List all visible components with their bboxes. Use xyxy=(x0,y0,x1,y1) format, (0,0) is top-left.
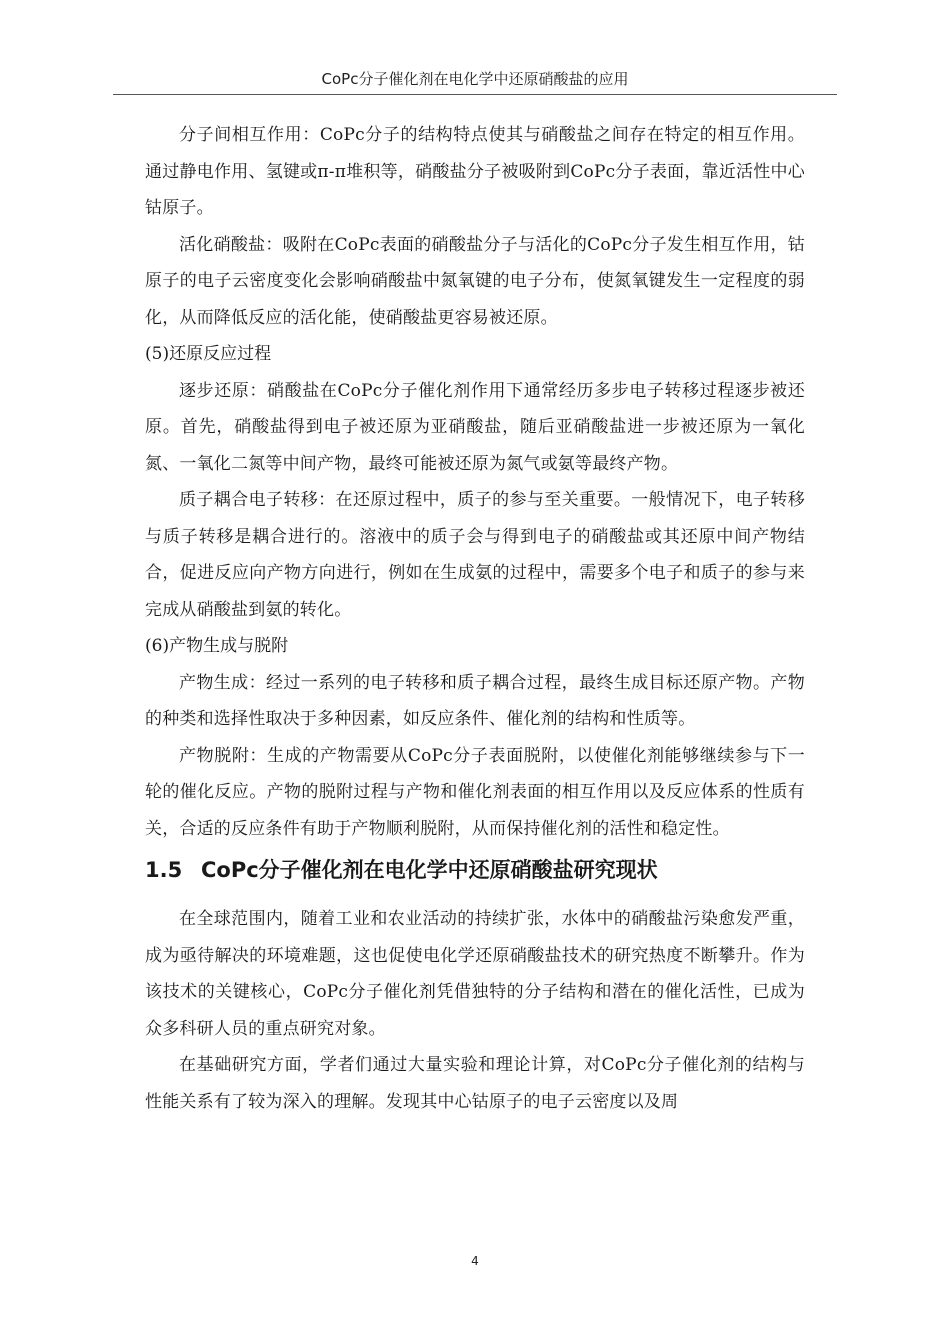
paragraph-product-desorption: 产物脱附：生成的产物需要从CoPc分子表面脱附，以使催化剂能够继续参与下一轮的催化反应。产物的脱附过程与产物和催化剂表面的相互作用以及反应体系的性质有关，合适的反应条件有助于产物顺利脱附，从而保持催化剂的活性和稳定性。 xyxy=(145,745,805,839)
paragraph-activate-nitrate: 活化硝酸盐：吸附在CoPc表面的硝酸盐分子与活化的CoPc分子发生相互作用，钴原子的电子云密度变化会影响硝酸盐中氮氧键的电子分布，使氮氧键发生一定程度的弱化，从而降低反应的活化能，使硝酸盐更容易被还原。 xyxy=(145,234,805,328)
section-title: CoPc分子催化剂在电化学中还原硝酸盐研究现状 xyxy=(201,858,658,882)
paragraph-global-context: 在全球范围内，随着工业和农业活动的持续扩张，水体中的硝酸盐污染愈发严重，成为亟待解决的环境难题，这也促使电化学还原硝酸盐技术的研究热度不断攀升。作为该技术的关键核心，CoPc分子催化剂凭借独特的分子结构和潜在的催化活性，已成为众多科研人员的重点研究对象。 xyxy=(145,909,805,1039)
paragraph-intermolecular-interaction: 分子间相互作用：CoPc分子的结构特点使其与硝酸盐之间存在特定的相互作用。通过静电作用、氢键或π-π堆积等，硝酸盐分子被吸附到CoPc分子表面，靠近活性中心钴原子。 xyxy=(145,125,805,218)
paragraph-basic-research: 在基础研究方面，学者们通过大量实验和理论计算，对CoPc分子催化剂的结构与性能关系有了较为深入的理解。发现其中心钴原子的电子云密度以及周 xyxy=(145,1055,805,1112)
section-heading xyxy=(145,851,805,889)
paragraph-stepwise-reduction: 逐步还原：硝酸盐在CoPc分子催化剂作用下通常经历多步电子转移过程逐步被还原。首先，硝酸盐得到电子被还原为亚硝酸盐，随后亚硝酸盐进一步被还原为一氧化氮、一氧化二氮等中间产物，最终可能被还原为氮气或氨等最终产物。 xyxy=(145,380,805,474)
page-number: 4 xyxy=(471,1254,479,1268)
subsection-heading-5: (5)还原反应过程 xyxy=(145,344,272,364)
page-body xyxy=(145,117,805,1120)
paragraph-product-formation: 产物生成：经过一系列的电子转移和质子耦合过程，最终生成目标还原产物。产物的种类和选择性取决于多种因素，如反应条件、催化剂的结构和性质等。 xyxy=(145,672,805,729)
paragraph-proton-coupled-electron-transfer: 质子耦合电子转移：在还原过程中，质子的参与至关重要。一般情况下，电子转移与质子转移是耦合进行的。溶液中的质子会与得到电子的硝酸盐或其还原中间产物结合，促进反应向产物方向进行，例如在生成氨的过程中，需要多个电子和质子的参与来完成从硝酸盐到氨的转化。 xyxy=(145,490,805,620)
section-number: 1.5 xyxy=(145,858,183,882)
subsection-heading-6: (6)产物生成与脱附 xyxy=(145,636,289,656)
running-header: CoPc分子催化剂在电化学中还原硝酸盐的应用 xyxy=(113,64,837,95)
